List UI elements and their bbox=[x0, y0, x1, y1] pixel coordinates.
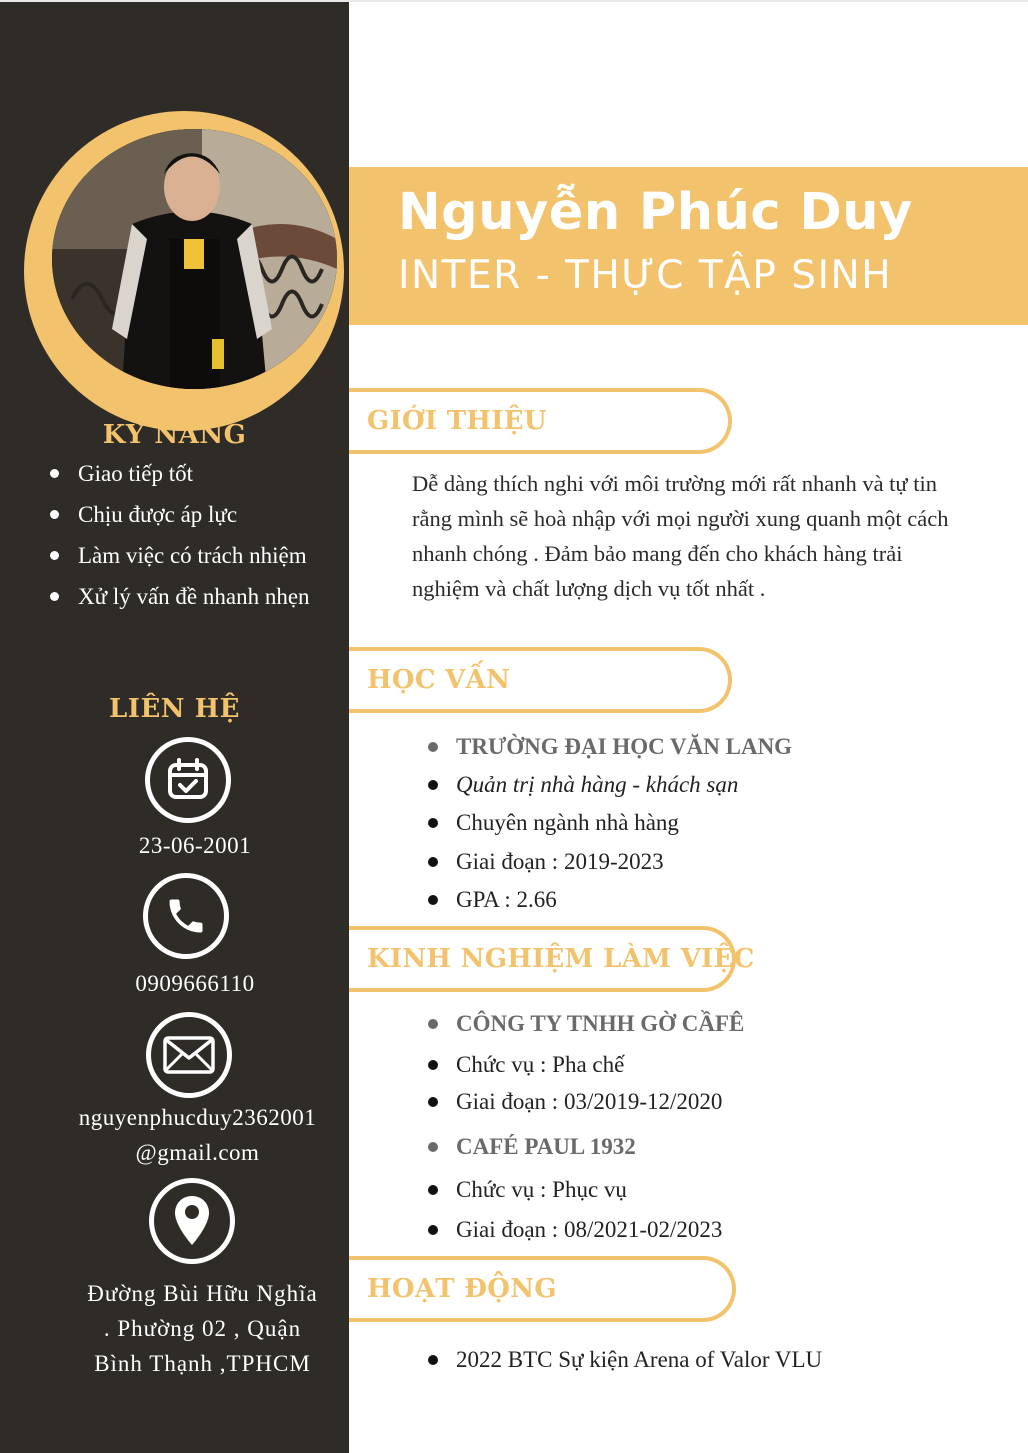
address-line-3: Bình Thạnh ,TPHCM bbox=[94, 1351, 311, 1376]
activity-item: 2022 BTC Sự kiện Arena of Valor VLU bbox=[428, 1342, 988, 1378]
education-period: Giai đoạn : 2019-2023 bbox=[428, 842, 988, 882]
birthday-text: 23-06-2001 bbox=[138, 833, 252, 858]
job-position: Chức vụ : Pha chế bbox=[428, 1042, 988, 1088]
skills-heading: KỸ NĂNG bbox=[102, 420, 247, 450]
phone-icon bbox=[143, 873, 229, 959]
experience-list bbox=[428, 1006, 988, 1258]
job-period: Giai đoạn : 03/2019-12/2020 bbox=[428, 1088, 988, 1116]
education-major: Quản trị nhà hàng - khách sạn bbox=[428, 766, 988, 804]
calendar-icon bbox=[145, 737, 231, 823]
section-education-header bbox=[349, 647, 732, 713]
phone-text: 0909666110 bbox=[135, 971, 255, 996]
email-line-2: @gmail.com bbox=[135, 1140, 260, 1165]
section-experience-header bbox=[349, 926, 755, 992]
job-company: CÔNG TY TNHH GỜ CẦFÊ bbox=[428, 1006, 988, 1042]
job-period: Giai đoạn : 08/2021-02/2023 bbox=[428, 1202, 988, 1258]
section-experience-title: KINH NGHIỆM LÀM VIỆC bbox=[367, 944, 755, 974]
education-school: TRƯỜNG ĐẠI HỌC VĂN LANG bbox=[428, 728, 988, 766]
section-intro-header bbox=[349, 388, 732, 454]
full-name: Nguyễn Phúc Duy bbox=[398, 183, 913, 242]
section-activities-title: HOẠT ĐỘNG bbox=[367, 1274, 557, 1304]
mail-icon bbox=[146, 1012, 232, 1098]
email-line-1: nguyenphucduy2362001 bbox=[78, 1105, 317, 1130]
address-line-1: Đường Bùi Hữu Nghĩa bbox=[87, 1281, 318, 1306]
intro-text: Dễ dàng thích nghi với môi trường mới rất nhanh và tự tin rằng mình sẽ hoà nhập với mọi người xung quanh một cách nhanh chóng . Đảm bảo mang đến cho khách hàng trải nghiệm và chất lượng dịch vụ tốt nhất . bbox=[412, 471, 949, 601]
job-title: INTER - THỰC TẬP SINH bbox=[398, 253, 893, 298]
skill-item: Chịu được áp lực bbox=[46, 494, 336, 535]
job-company: CAFÉ PAUL 1932 bbox=[428, 1116, 988, 1178]
education-gpa: GPA : 2.66 bbox=[428, 882, 988, 918]
skills-list bbox=[46, 453, 336, 617]
section-education-title: HỌC VẤN bbox=[367, 665, 511, 695]
education-specialization: Chuyên ngành nhà hàng bbox=[428, 804, 988, 842]
address-line-2: . Phường 02 , Quận bbox=[103, 1316, 302, 1341]
location-pin-icon bbox=[149, 1178, 235, 1264]
skill-item: Làm việc có trách nhiệm bbox=[46, 535, 336, 576]
skill-item: Giao tiếp tốt bbox=[46, 453, 336, 494]
job-position: Chức vụ : Phục vụ bbox=[428, 1178, 988, 1202]
section-activities-header bbox=[349, 1256, 736, 1322]
skill-item: Xử lý vấn đề nhanh nhẹn bbox=[46, 576, 336, 617]
avatar bbox=[52, 129, 337, 389]
education-list bbox=[428, 728, 988, 918]
contact-heading: LIÊN HỆ bbox=[109, 694, 240, 724]
section-intro-title: GIỚI THIỆU bbox=[367, 406, 547, 436]
activities-list bbox=[428, 1342, 988, 1378]
